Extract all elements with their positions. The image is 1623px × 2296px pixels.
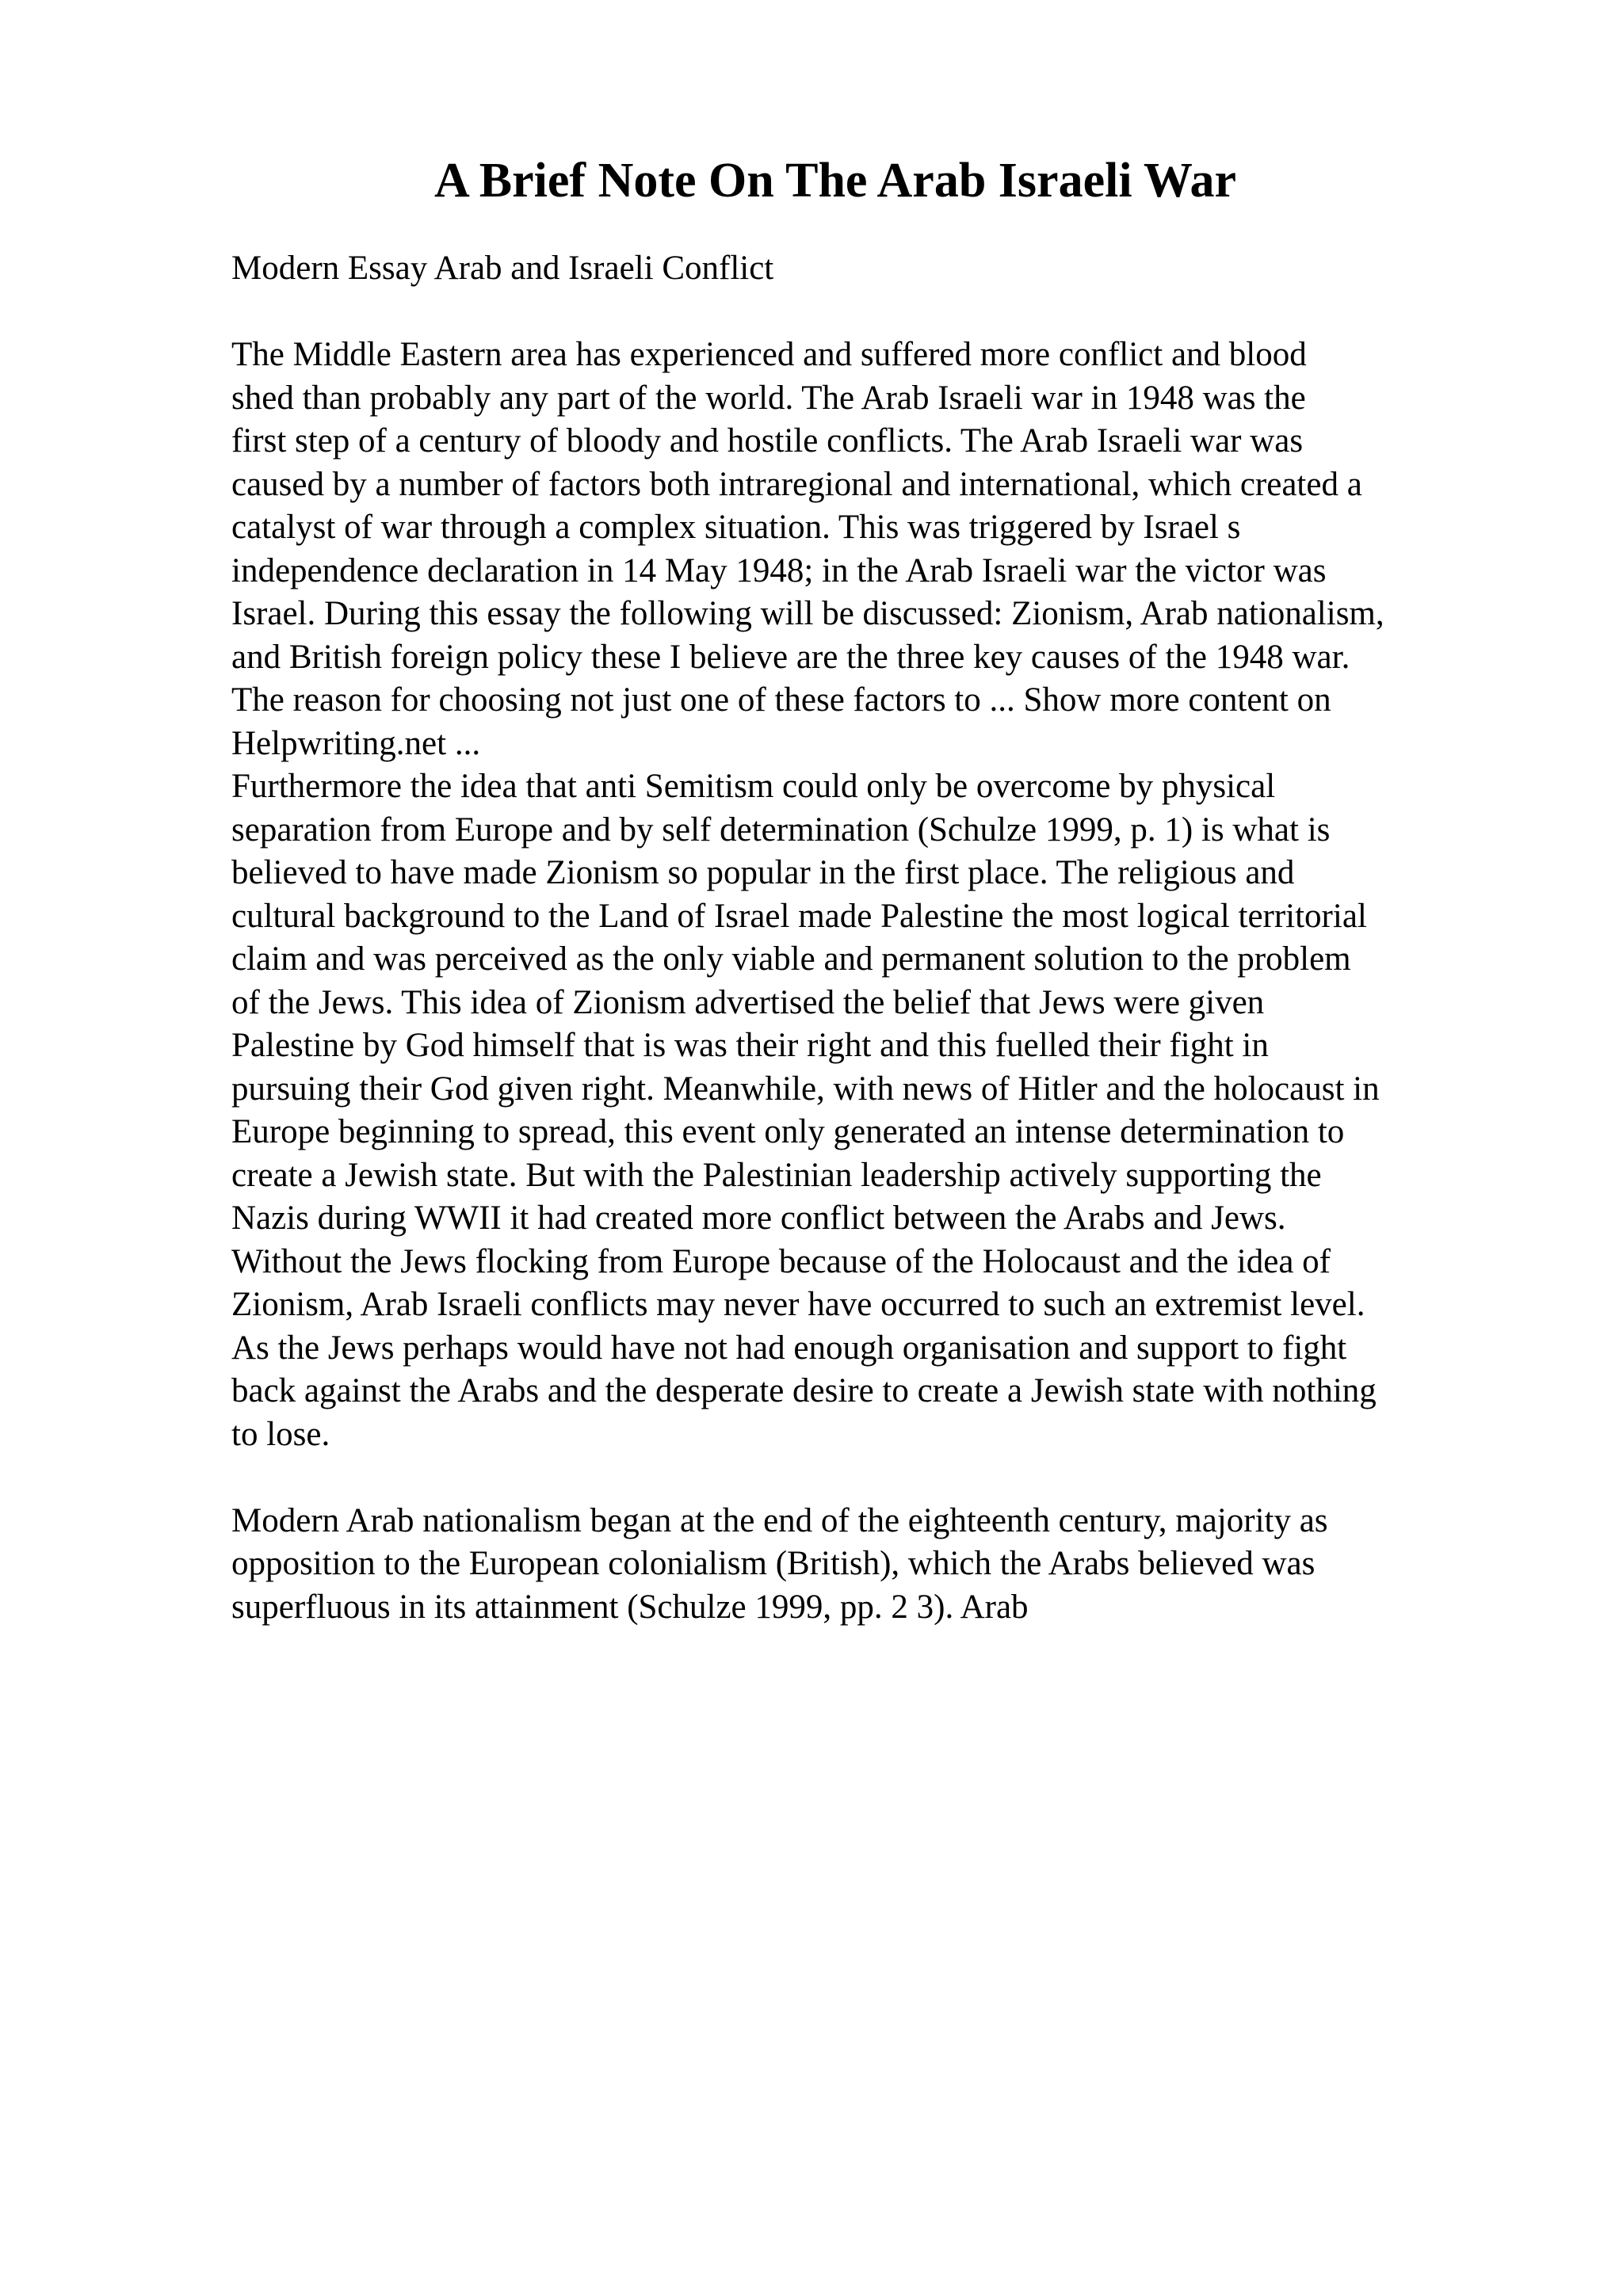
paragraph-line: caused by a number of factors both intraregional and international, which created a (231, 465, 1362, 503)
paragraph-line: of the Jews. This idea of Zionism advertised the belief that Jews were given (231, 983, 1265, 1021)
paragraph-line: Europe beginning to spread, this event only generated an intense determination to (231, 1113, 1345, 1150)
document-subtitle: Modern Essay Arab and Israeli Conflict (231, 250, 774, 287)
paragraph-line: independence declaration in 14 May 1948; in the Arab Israeli war the victor was (231, 551, 1327, 589)
paragraph-line: first step of a century of bloody and hostile conflicts. The Arab Israeli war was (231, 422, 1304, 460)
paragraph-1 (231, 334, 1499, 765)
paragraph-line: create a Jewish state. But with the Palestinian leadership actively supporting the (231, 1156, 1322, 1194)
paragraph-line: As the Jews perhaps would have not had enough organisation and support to fight (231, 1329, 1347, 1367)
document-body (231, 247, 1499, 1629)
document-title: A Brief Note On The Arab Israeli War (433, 154, 1237, 208)
paragraph-line: Palestine by God himself that is was their right and this fuelled their fight in (231, 1027, 1269, 1064)
paragraph-line: Modern Arab nationalism began at the end of the eighteenth century, majority as (231, 1501, 1328, 1539)
paragraph-line: Nazis during WWII it had created more conflict between the Arabs and Jews. (231, 1199, 1286, 1237)
paragraph-line: Without the Jews flocking from Europe because of the Holocaust and the idea of (231, 1242, 1331, 1280)
paragraph-gap (231, 1456, 1499, 1500)
paragraph-line: Furthermore the idea that anti Semitism could only be overcome by physical (231, 768, 1276, 805)
paragraph-line: Israel. During this essay the following will be discussed: Zionism, Arab nationalism, (231, 595, 1384, 632)
paragraph-line: Zionism, Arab Israeli conflicts may never have occurred to such an extremist level. (231, 1286, 1365, 1323)
paragraph-line: cultural background to the Land of Israel made Palestine the most logical territorial (231, 897, 1367, 935)
paragraph-line: to lose. (231, 1415, 330, 1453)
paragraph-line: shed than probably any part of the world. The Arab Israeli war in 1948 was the (231, 379, 1306, 417)
paragraph-line: and British foreign policy these I believe are the three key causes of the 1948 war. (231, 638, 1350, 676)
paragraph-3 (231, 1500, 1499, 1630)
paragraph-line: back against the Arabs and the desperate desire to create a Jewish state with nothing (231, 1372, 1377, 1409)
paragraph-line: Helpwriting.net ... (231, 724, 481, 762)
paragraph-line: believed to have made Zionism so popular in the first place. The religious and (231, 854, 1295, 891)
paragraph-line: claim and was perceived as the only viable and permanent solution to the problem (231, 940, 1351, 978)
paragraph-line: The reason for choosing not just one of these factors to ... Show more content on (231, 681, 1331, 719)
paragraph-2 (231, 765, 1499, 1456)
paragraph-gap (231, 291, 1499, 334)
paragraph-line: catalyst of war through a complex situation. This was triggered by Israel s (231, 509, 1241, 546)
paragraph-line: The Middle Eastern area has experienced and suffered more conflict and blood (231, 336, 1307, 373)
paragraph-line: pursuing their God given right. Meanwhile, with news of Hitler and the holocaust in (231, 1070, 1380, 1108)
paragraph-line: opposition to the European colonialism (British), which the Arabs believed was (231, 1545, 1316, 1582)
paragraph-line: separation from Europe and by self determination (Schulze 1999, p. 1) is what is (231, 810, 1331, 849)
paragraph-line: superfluous in its attainment (Schulze 1999, pp. 2 3). Arab (231, 1588, 1029, 1626)
